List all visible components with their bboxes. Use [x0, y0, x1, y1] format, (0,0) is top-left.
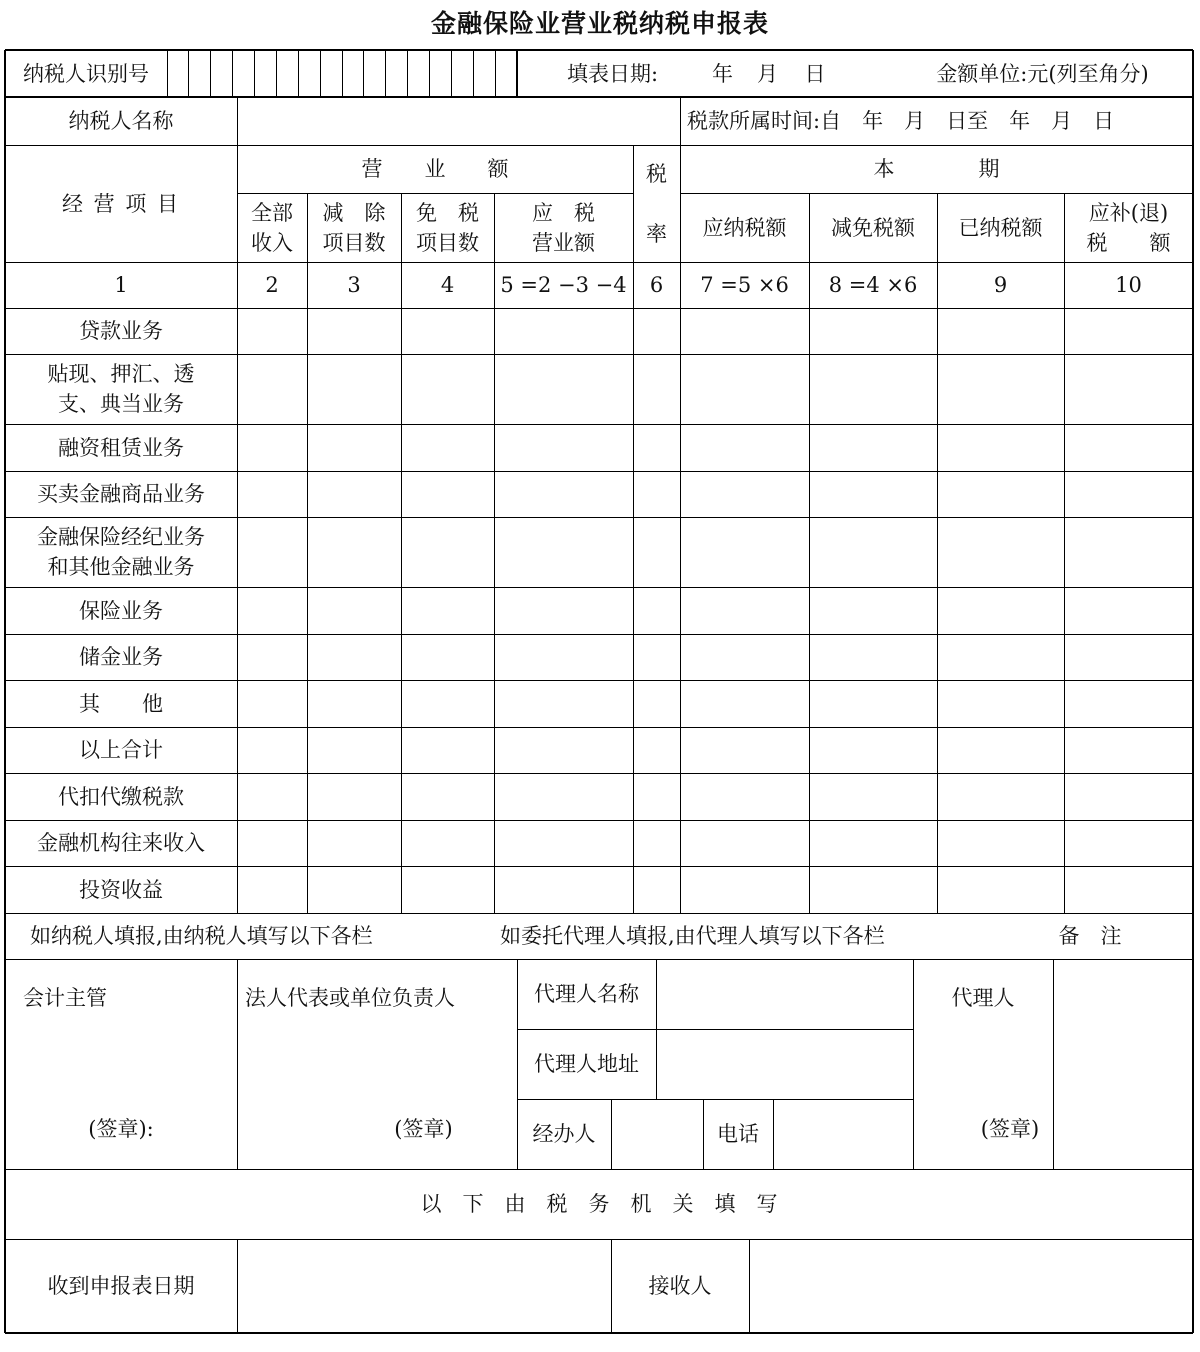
legal-rep-signature-label: (签章) — [394, 1117, 453, 1141]
table-input-cell[interactable] — [633, 587, 680, 634]
column-number-4: 4 — [440, 273, 455, 297]
table-input-cell[interactable] — [307, 727, 401, 773]
supervisor-signature-label: (签章): — [88, 1117, 154, 1141]
table-input-cell[interactable] — [237, 308, 307, 354]
table-input-cell[interactable] — [237, 424, 307, 471]
table-input-cell[interactable] — [680, 587, 809, 634]
handler-label: 经办人 — [532, 1122, 596, 1146]
form-title: 金融保险业营业税纳税申报表 — [430, 9, 769, 38]
agent-fill-note: 如委托代理人填报,由代理人填写以下各栏 — [500, 924, 885, 948]
taxpayer-id-digit-box[interactable] — [495, 51, 517, 96]
table-input-cell[interactable] — [237, 773, 307, 820]
grid-line — [494, 262, 495, 913]
deduction-items-header: 减 除 项目数 — [322, 200, 386, 255]
table-input-cell[interactable] — [307, 424, 401, 471]
grid-line — [633, 262, 634, 913]
grid-line — [1064, 262, 1065, 913]
table-input-cell[interactable] — [494, 773, 633, 820]
phone-field[interactable] — [774, 1099, 913, 1169]
table-input-cell[interactable] — [237, 866, 307, 913]
taxpayer-id-digit-box[interactable] — [451, 51, 473, 96]
taxpayer-id-digit-box[interactable] — [342, 51, 364, 96]
received-date-label: 收到申报表日期 — [47, 1274, 195, 1298]
column-number-2: 2 — [265, 273, 279, 297]
table-input-cell[interactable] — [1064, 308, 1193, 354]
table-input-cell[interactable] — [633, 308, 680, 354]
taxpayer-id-digit-box[interactable] — [255, 51, 277, 96]
table-input-cell[interactable] — [937, 820, 1064, 866]
column-number-6: 6 — [649, 273, 664, 297]
table-input-cell[interactable] — [809, 820, 937, 866]
table-input-cell[interactable] — [401, 727, 494, 773]
table-input-cell[interactable] — [237, 587, 307, 634]
receiver-field[interactable] — [750, 1239, 1193, 1333]
table-input-cell[interactable] — [1064, 820, 1193, 866]
table-input-cell[interactable] — [237, 517, 307, 587]
received-date-field[interactable] — [238, 1239, 611, 1333]
table-input-cell[interactable] — [937, 773, 1064, 820]
table-input-cell[interactable] — [809, 424, 937, 471]
table-input-cell[interactable] — [307, 354, 401, 424]
table-input-cell[interactable] — [680, 820, 809, 866]
table-input-cell[interactable] — [237, 634, 307, 680]
taxpayer-id-digit-box[interactable] — [473, 51, 495, 96]
taxable-revenue-header: 应 税 营业额 — [532, 200, 595, 255]
table-input-cell[interactable] — [401, 820, 494, 866]
table-input-cell[interactable] — [1064, 471, 1193, 517]
table-input-cell[interactable] — [937, 308, 1064, 354]
taxpayer-id-digit-box[interactable] — [298, 51, 320, 96]
table-input-cell[interactable] — [401, 424, 494, 471]
table-input-cell[interactable] — [307, 471, 401, 517]
table-input-cell[interactable] — [937, 866, 1064, 913]
taxpayer-id-digit-box[interactable] — [320, 51, 342, 96]
table-input-cell[interactable] — [937, 680, 1064, 727]
table-input-cell[interactable] — [307, 820, 401, 866]
table-input-cell[interactable] — [1064, 517, 1193, 587]
accounting-supervisor-label: 会计主管 — [23, 986, 107, 1010]
table-input-cell[interactable] — [494, 634, 633, 680]
table-input-cell[interactable] — [494, 866, 633, 913]
table-input-cell[interactable] — [680, 727, 809, 773]
table-input-cell[interactable] — [809, 680, 937, 727]
taxpayer-id-digit-box[interactable] — [386, 51, 408, 96]
tax-payable-header: 应纳税额 — [702, 215, 787, 240]
table-input-cell[interactable] — [401, 587, 494, 634]
fill-date-day: 日 — [804, 61, 826, 86]
taxpayer-id-digit-box[interactable] — [276, 51, 298, 96]
column-number-3: 3 — [347, 273, 361, 297]
column-number-9: 9 — [993, 273, 1008, 297]
amount-unit-note: 金额单位:元(列至角分) — [936, 61, 1149, 86]
table-input-cell[interactable] — [809, 866, 937, 913]
fill-date-month: 月 — [757, 61, 778, 86]
table-input-cell[interactable] — [237, 820, 307, 866]
business-item-label: 代扣代缴税款 — [58, 784, 184, 809]
table-input-cell[interactable] — [937, 634, 1064, 680]
legal-representative-label: 法人代表或单位负责人 — [245, 986, 455, 1010]
table-input-cell[interactable] — [937, 727, 1064, 773]
table-input-cell[interactable] — [237, 471, 307, 517]
table-input-cell[interactable] — [401, 354, 494, 424]
business-item-label: 贴现、押汇、透 支、典当业务 — [47, 362, 195, 416]
table-input-cell[interactable] — [680, 471, 809, 517]
business-item-label: 金融机构往来收入 — [37, 831, 205, 855]
table-input-cell[interactable] — [494, 820, 633, 866]
total-income-header: 全部 收入 — [251, 200, 293, 255]
table-input-cell[interactable] — [307, 680, 401, 727]
business-item-label: 保险业务 — [79, 598, 163, 623]
current-period-group-header: 本 期 — [873, 157, 1000, 181]
table-input-cell[interactable] — [494, 727, 633, 773]
business-item-label: 投资收益 — [79, 877, 163, 902]
table-input-cell[interactable] — [680, 773, 809, 820]
table-input-cell[interactable] — [1064, 680, 1193, 727]
table-input-cell[interactable] — [633, 680, 680, 727]
agent-signature-label: (签章) — [980, 1117, 1040, 1141]
table-input-cell[interactable] — [680, 308, 809, 354]
table-input-cell[interactable] — [809, 634, 937, 680]
table-input-cell[interactable] — [633, 773, 680, 820]
table-input-cell[interactable] — [633, 354, 680, 424]
column-number-5: 5 =2 −3 −4 — [500, 273, 627, 297]
table-input-cell[interactable] — [809, 308, 937, 354]
table-input-cell[interactable] — [494, 587, 633, 634]
table-input-cell[interactable] — [1064, 727, 1193, 773]
table-input-cell[interactable] — [237, 680, 307, 727]
remarks-field[interactable] — [1054, 959, 1193, 1169]
tax-period-label: 税款所属时间:自 年 月 日至 年 月 日 — [687, 109, 1115, 133]
business-item-label: 其 他 — [79, 691, 163, 716]
table-input-cell[interactable] — [307, 308, 401, 354]
table-input-cell[interactable] — [1064, 354, 1193, 424]
business-item-label: 金融保险经纪业务 和其他金融业务 — [37, 525, 205, 579]
table-input-cell[interactable] — [1064, 587, 1193, 634]
fill-date-year: 年 — [712, 61, 733, 86]
revenue-group-header: 营 业 额 — [361, 157, 509, 181]
table-input-cell[interactable] — [494, 308, 633, 354]
taxpayer-name-label: 纳税人名称 — [68, 109, 174, 133]
table-input-cell[interactable] — [401, 471, 494, 517]
grid-line — [401, 262, 402, 913]
table-input-cell[interactable] — [307, 634, 401, 680]
handler-field[interactable] — [612, 1099, 703, 1169]
table-input-cell[interactable] — [237, 354, 307, 424]
table-input-cell[interactable] — [307, 517, 401, 587]
table-input-cell[interactable] — [237, 727, 307, 773]
table-input-cell[interactable] — [401, 517, 494, 587]
table-input-cell[interactable] — [633, 424, 680, 471]
table-input-cell[interactable] — [809, 587, 937, 634]
table-input-cell[interactable] — [809, 517, 937, 587]
receiver-label: 接收人 — [648, 1274, 712, 1298]
phone-label: 电话 — [717, 1122, 759, 1146]
table-input-cell[interactable] — [401, 866, 494, 913]
table-input-cell[interactable] — [494, 680, 633, 727]
table-input-cell[interactable] — [494, 354, 633, 424]
column-number-7: 7 =5 ×6 — [700, 273, 789, 297]
taxpayer-id-digit-box[interactable] — [430, 51, 452, 96]
table-input-cell[interactable] — [307, 587, 401, 634]
grid-line — [237, 262, 238, 913]
taxpayer-id-digit-box[interactable] — [189, 51, 211, 96]
table-input-cell[interactable] — [401, 308, 494, 354]
tax-office-heading: 以 下 由 税 务 机 关 填 写 — [420, 1192, 778, 1216]
table-input-cell[interactable] — [401, 634, 494, 680]
agent-name-label: 代理人名称 — [534, 982, 639, 1006]
table-input-cell[interactable] — [1064, 634, 1193, 680]
taxpayer-id-digit-box[interactable] — [167, 51, 189, 96]
table-input-cell[interactable] — [937, 471, 1064, 517]
business-item-label: 以上合计 — [79, 738, 163, 762]
table-input-cell[interactable] — [937, 517, 1064, 587]
taxpayer-fill-note: 如纳税人填报,由纳税人填写以下各栏 — [30, 924, 373, 948]
table-input-cell[interactable] — [680, 424, 809, 471]
business-item-column-header: 经 营 项 目 — [61, 191, 181, 216]
business-item-label: 储金业务 — [79, 645, 163, 669]
table-input-cell[interactable] — [633, 866, 680, 913]
business-item-label: 买卖金融商品业务 — [37, 482, 205, 506]
table-input-cell[interactable] — [307, 773, 401, 820]
table-input-cell[interactable] — [809, 354, 937, 424]
table-input-cell[interactable] — [494, 471, 633, 517]
tax-rate-column-header: 税 率 — [646, 161, 667, 246]
table-input-cell[interactable] — [633, 727, 680, 773]
grid-line — [680, 262, 681, 913]
grid-line — [937, 262, 938, 913]
taxpayer-id-digit-box[interactable] — [211, 51, 233, 96]
table-input-cell[interactable] — [633, 820, 680, 866]
table-input-cell[interactable] — [494, 424, 633, 471]
table-input-cell[interactable] — [494, 517, 633, 587]
grid-line — [307, 262, 308, 913]
table-input-cell[interactable] — [307, 866, 401, 913]
table-input-cell[interactable] — [937, 424, 1064, 471]
table-input-cell[interactable] — [633, 517, 680, 587]
tax-relief-header: 减免税额 — [831, 215, 915, 240]
table-input-cell[interactable] — [680, 634, 809, 680]
table-input-cell[interactable] — [680, 517, 809, 587]
agent-address-field[interactable] — [657, 1029, 913, 1099]
column-number-8: 8 =4 ×6 — [828, 273, 918, 297]
agent-name-field[interactable] — [657, 959, 913, 1029]
table-input-cell[interactable] — [937, 354, 1064, 424]
tax-paid-header: 已纳税额 — [958, 215, 1043, 240]
business-item-label: 融资租赁业务 — [58, 435, 184, 460]
taxpayer-id-digit-box[interactable] — [408, 51, 430, 96]
agent-label: 代理人 — [951, 986, 1015, 1010]
table-input-cell[interactable] — [809, 773, 937, 820]
table-input-cell[interactable] — [809, 727, 937, 773]
agent-address-label: 代理人地址 — [534, 1052, 639, 1076]
table-input-cell[interactable] — [1064, 866, 1193, 913]
taxpayer-id-digit-box[interactable] — [233, 51, 255, 96]
table-input-cell[interactable] — [937, 587, 1064, 634]
taxpayer-id-digit-box[interactable] — [364, 51, 386, 96]
table-input-cell[interactable] — [1064, 424, 1193, 471]
column-number-10: 10 — [1115, 273, 1142, 297]
fill-date-label: 填表日期: — [566, 61, 659, 86]
table-input-cell[interactable] — [401, 680, 494, 727]
grid-line — [809, 262, 810, 913]
table-input-cell[interactable] — [1064, 773, 1193, 820]
table-input-cell[interactable] — [680, 866, 809, 913]
tax-due-refund-header: 应补(退) 税 额 — [1086, 200, 1171, 255]
table-input-cell[interactable] — [401, 773, 494, 820]
taxpayer-id-label: 纳税人识别号 — [23, 61, 149, 86]
table-input-cell[interactable] — [680, 680, 809, 727]
table-input-cell[interactable] — [809, 471, 937, 517]
column-number-1: 1 — [114, 273, 128, 297]
business-item-label: 贷款业务 — [79, 319, 163, 343]
table-input-cell[interactable] — [633, 634, 680, 680]
taxpayer-name-field[interactable] — [238, 97, 679, 145]
remarks-label: 备 注 — [1058, 924, 1122, 948]
table-input-cell[interactable] — [680, 354, 809, 424]
exempt-items-header: 免 税 项目数 — [416, 200, 479, 255]
table-input-cell[interactable] — [633, 471, 680, 517]
